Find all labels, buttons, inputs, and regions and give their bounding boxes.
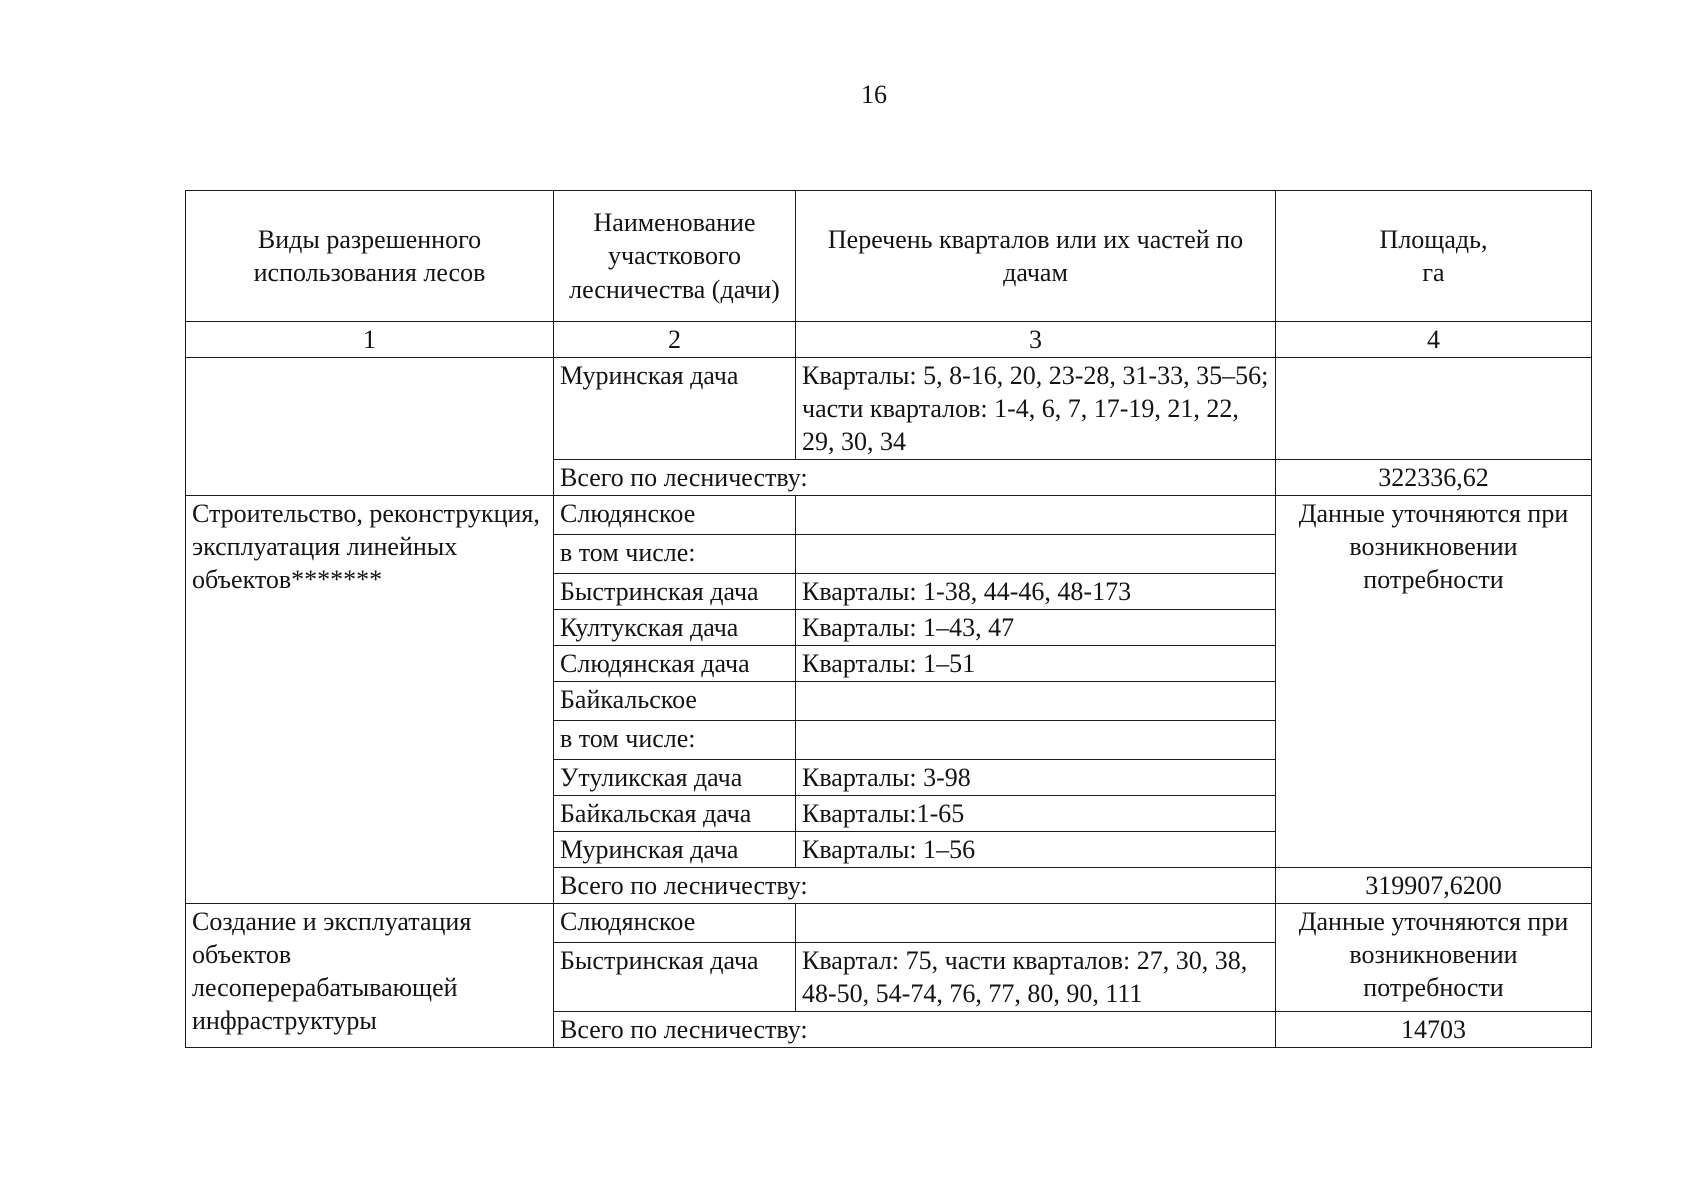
column-number-4: 4 [1276, 322, 1592, 358]
header-quarters-list: Перечень кварталов или их частей по дачам [796, 191, 1276, 322]
table-row [186, 358, 1592, 460]
header-use-type: Виды разрешенного использования лесов [186, 191, 554, 322]
dacha-name: Муринская дача [554, 358, 796, 460]
quarters-cell: Кварталы:1-65 [796, 796, 1276, 832]
header-forestry-name: Наименование участкового лесничества (дачи) [554, 191, 796, 322]
quarters-cell-empty [796, 904, 1276, 943]
quarters-cell: Кварталы: 1-38, 44-46, 48-173 [796, 574, 1276, 610]
header-row [186, 191, 1592, 322]
quarters-line: Кварталы: 5, 8-16, 20, 23-28, 31-33, 35–56; [802, 361, 1269, 391]
quarters-cell: Квартал: 75, части кварталов: 27, 30, 38, 48-50, 54-74, 76, 77, 80, 90, 111 [796, 943, 1276, 1012]
forestry-name: в том числе: [554, 535, 796, 574]
table-row [186, 904, 1592, 943]
use-type-cell: Строительство, реконструкция, эксплуатация линейных объектов******* [186, 496, 554, 904]
quarters-cell [796, 682, 1276, 721]
area-note: Данные уточняются при возникновении потребности [1276, 496, 1592, 868]
quarters-cell [796, 721, 1276, 760]
quarters-cell [796, 535, 1276, 574]
total-value: 319907,6200 [1276, 868, 1592, 904]
quarters-cell: Кварталы: 1–51 [796, 646, 1276, 682]
total-label: Всего по лесничеству: [554, 868, 1276, 904]
quarters-cell [796, 358, 1276, 460]
use-type-cell-empty [186, 358, 554, 496]
total-label: Всего по лесничеству: [554, 1012, 1276, 1048]
dacha-name: Байкальская дача [554, 796, 796, 832]
total-value: 14703 [1276, 1012, 1592, 1048]
header-area-text: Площадь, га [1379, 224, 1488, 287]
dacha-name: Быстринская дача [554, 574, 796, 610]
dacha-name: Муринская дача [554, 832, 796, 868]
column-number-row [186, 322, 1592, 358]
forestry-name: Слюдянское [554, 904, 796, 943]
use-type-cell: Создание и эксплуатация объектов лесоперерабатывающей инфраструктуры [186, 904, 554, 1048]
total-label: Всего по лесничеству: [554, 460, 1276, 496]
area-note: Данные уточняются при возникновении потребности [1276, 904, 1592, 1012]
quarters-cell [796, 496, 1276, 535]
dacha-name: Слюдянская дача [554, 646, 796, 682]
area-cell-empty [1276, 358, 1592, 460]
table-row [186, 496, 1592, 535]
column-number-2: 2 [554, 322, 796, 358]
page-number: 16 [861, 80, 887, 109]
forestry-name: Байкальское [554, 682, 796, 721]
quarters-cell: Кварталы: 1–56 [796, 832, 1276, 868]
dacha-name: Быстринская дача [554, 943, 796, 1012]
dacha-name: Утуликская дача [554, 760, 796, 796]
quarters-line: части кварталов: 1-4, 6, 7, 17-19, 21, 22, 29, 30, 34 [802, 394, 1239, 457]
column-number-3: 3 [796, 322, 1276, 358]
dacha-name: Култукская дача [554, 610, 796, 646]
column-number-1: 1 [186, 322, 554, 358]
quarters-cell: Кварталы: 3-98 [796, 760, 1276, 796]
forest-use-table [185, 190, 1592, 1048]
total-value: 322336,62 [1276, 460, 1592, 496]
forestry-name: Слюдянское [554, 496, 796, 535]
quarters-cell: Кварталы: 1–43, 47 [796, 610, 1276, 646]
header-area [1276, 191, 1592, 322]
forestry-name: в том числе: [554, 721, 796, 760]
